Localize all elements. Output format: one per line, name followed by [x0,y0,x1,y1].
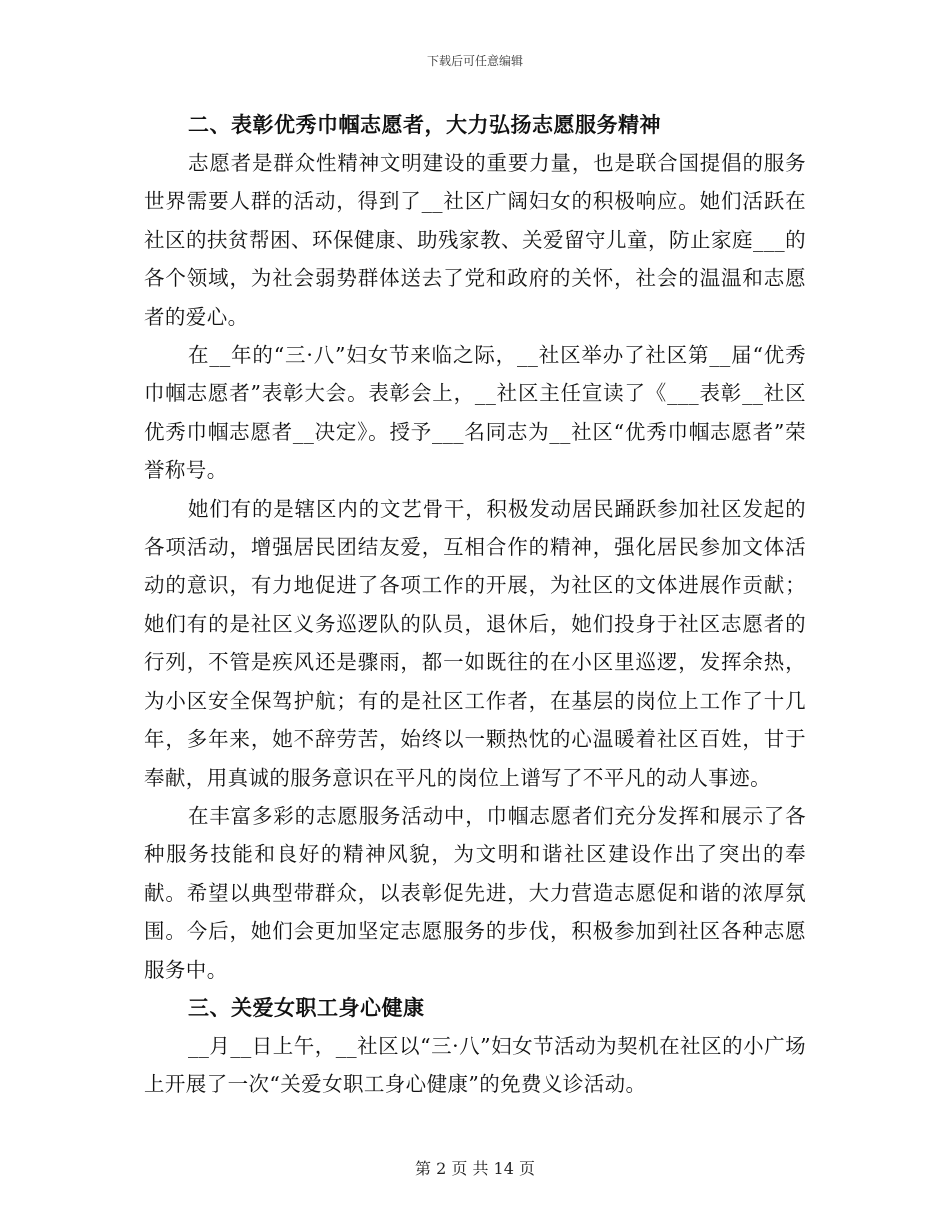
page-header: 下载后可任意编辑 [426,54,523,68]
paragraph: __月__日上午，__社区以“三·八”妇女节活动为契机在社区的小广场上开展了一次“关爱女职工身心健康”的免费义诊活动。 [144,1033,806,1097]
document-body [144,106,806,1104]
paragraph: 志愿者是群众性精神文明建设的重要力量，也是联合国提倡的服务世界需要人群的活动，得到了__社区广阔妇女的积极响应。她们活跃在社区的扶贫帮困、环保健康、助残家教、关爱留守儿童，防止家庭___的各个领域，为社会弱势群体送去了党和政府的关怀，社会的温温和志愿者的爱心。 [144,151,806,329]
section-heading-2: 二、表彰优秀巾帼志愿者，大力弘扬志愿服务精神 [188,112,661,137]
section-heading-3: 三、关爱女职工身心健康 [188,994,425,1020]
paragraph: 在__年的“三·八”妇女节来临之际，__社区举办了社区第__届“优秀巾帼志愿者”表彰大会。表彰会上，__社区主任宣读了《___表彰__社区优秀巾帼志愿者__决定》。授予___名同志为__社区“优秀巾帼志愿者”荣誉称号。 [144,343,806,483]
paragraph: 她们有的是辖区内的文艺骨干，积极发动居民踊跃参加社区发起的各项活动，增强居民团结友爱，互相合作的精神，强化居民参加文体活动的意识，有力地促进了各项工作的开展，为社区的文体进展作贡献；她们有的是社区义务巡逻队的队员，退休后，她们投身于社区志愿者的行列，不管是疾风还是骤雨，都一如既往的在小区里巡逻，发挥余热，为小区安全保驾护航；有的是社区工作者，在基层的岗位上工作了十几年，多年来，她不辞劳苦，始终以一颗热忱的心温暖着社区百姓，甘于奉献，用真诚的服务意识在平凡的岗位上谱写了不平凡的动人事迹。 [144,496,806,790]
page-number: 第 2 页 共 14 页 [415,1159,535,1178]
paragraph: 在丰富多彩的志愿服务活动中，巾帼志愿者们充分发挥和展示了各种服务技能和良好的精神风貌，为文明和谐社区建设作出了突出的奉献。希望以典型带群众，以表彰促先进，大力营造志愿促和谐的浓厚氛围。今后，她们会更加坚定志愿服务的步伐，积极参加到社区各种志愿服务中。 [144,803,806,982]
